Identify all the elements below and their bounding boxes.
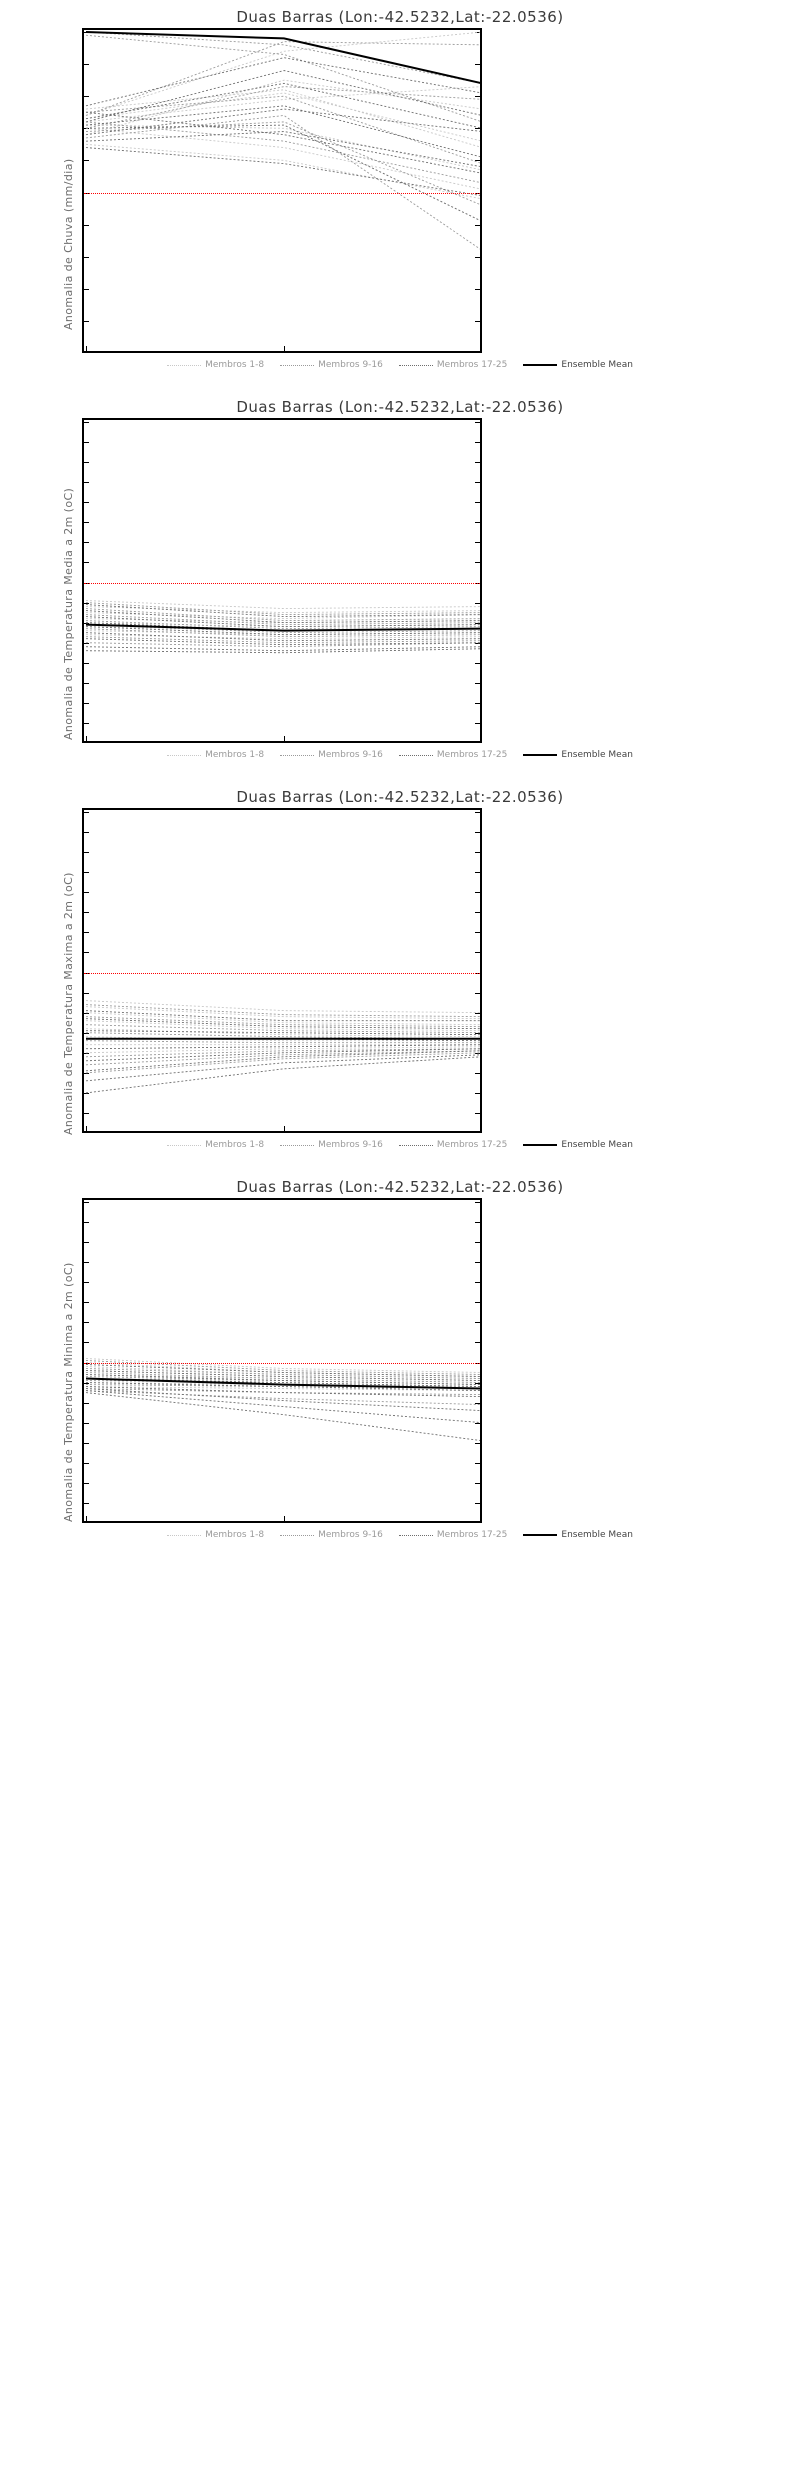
legend-label: Membros 1-8 (205, 1140, 265, 1150)
legend-swatch-icon (399, 1535, 433, 1536)
y-axis-label: Anomalia de Chuva (mm/dia) (62, 158, 75, 330)
member-line (86, 609, 482, 621)
chart-legend (0, 360, 800, 370)
legend-swatch-icon (523, 1534, 557, 1536)
legend-label: Membros 17-25 (436, 1140, 508, 1150)
legend-label: Membros 9-16 (318, 1530, 383, 1540)
member-line (86, 611, 482, 623)
series-lines (84, 1200, 482, 1523)
member-line (86, 1053, 482, 1073)
member-line (86, 649, 482, 653)
legend-label: Ensemble Mean (561, 1140, 633, 1150)
chart-panel-temp-maxima (0, 780, 800, 1170)
legend-swatch-icon (167, 1145, 201, 1146)
legend-swatch-icon (399, 365, 433, 366)
legend-label: Ensemble Mean (561, 750, 633, 760)
member-line (86, 1057, 482, 1093)
legend-label: Membros 17-25 (436, 1530, 508, 1540)
legend-label: Membros 1-8 (205, 1530, 265, 1540)
legend-item-ensemble-mean (523, 1530, 633, 1540)
member-line (86, 601, 482, 609)
member-line (86, 1393, 482, 1441)
member-line (86, 125, 482, 170)
member-line (86, 115, 482, 250)
legend-label: Membros 17-25 (436, 360, 508, 370)
plot-area (82, 808, 482, 1133)
member-line (86, 1051, 482, 1071)
chart-title: Duas Barras (Lon:-42.5232,Lat:-22.0536) (236, 398, 564, 416)
legend-label: Membros 1-8 (205, 750, 265, 760)
legend-label: Membros 9-16 (318, 1140, 383, 1150)
member-line (86, 125, 482, 221)
member-line (86, 58, 482, 106)
legend-label: Membros 9-16 (318, 750, 383, 760)
zero-reference-line (84, 583, 480, 584)
member-line (86, 1007, 482, 1019)
member-line (86, 144, 482, 199)
chart-legend (0, 1530, 800, 1540)
member-line (86, 1045, 482, 1049)
member-line (86, 148, 482, 196)
chart-panel-temp-media (0, 390, 800, 780)
legend-swatch-icon (523, 754, 557, 756)
legend-item-membros-1-8 (167, 1140, 264, 1150)
member-line (86, 106, 482, 157)
legend-item-membros-17-25 (399, 750, 508, 760)
y-axis-label: Anomalia de Temperatura Minima a 2m (oC) (62, 1262, 75, 1522)
member-line (86, 1005, 482, 1017)
chart-title: Duas Barras (Lon:-42.5232,Lat:-22.0536) (236, 8, 564, 26)
member-line (86, 1055, 482, 1081)
member-line (86, 71, 482, 122)
plot-area (82, 1198, 482, 1523)
member-line (86, 605, 482, 617)
legend-item-membros-17-25 (399, 1530, 508, 1540)
chart-panel-temp-minima (0, 1170, 800, 1560)
legend-swatch-icon (167, 1535, 201, 1536)
legend-swatch-icon (280, 365, 314, 366)
legend-swatch-icon (280, 1145, 314, 1146)
legend-item-ensemble-mean (523, 360, 633, 370)
legend-swatch-icon (523, 364, 557, 366)
legend-swatch-icon (399, 1145, 433, 1146)
chart-title: Duas Barras (Lon:-42.5232,Lat:-22.0536) (236, 1178, 564, 1196)
plot-area (82, 418, 482, 743)
legend-item-membros-1-8 (167, 1530, 264, 1540)
legend-item-ensemble-mean (523, 1140, 633, 1150)
member-line (86, 87, 482, 129)
legend-item-membros-17-25 (399, 360, 508, 370)
member-line (86, 633, 482, 641)
legend-swatch-icon (399, 755, 433, 756)
legend-label: Ensemble Mean (561, 360, 633, 370)
legend-item-membros-9-16 (280, 360, 383, 370)
member-line (86, 603, 482, 615)
legend-swatch-icon (280, 1535, 314, 1536)
member-line (86, 32, 482, 115)
member-line (86, 1013, 482, 1025)
member-line (86, 80, 482, 135)
ensemble-mean-line (86, 32, 482, 83)
zero-reference-line (84, 1363, 480, 1364)
legend-swatch-icon (167, 365, 201, 366)
series-lines (84, 420, 482, 743)
member-line (86, 42, 482, 116)
member-line (86, 1001, 482, 1013)
legend-label: Membros 17-25 (436, 750, 508, 760)
legend-swatch-icon (280, 755, 314, 756)
member-line (86, 1367, 482, 1379)
series-lines (84, 30, 482, 353)
chart-legend (0, 1140, 800, 1150)
member-line (86, 87, 482, 122)
chart-legend (0, 750, 800, 760)
zero-reference-line (84, 193, 480, 194)
legend-item-membros-1-8 (167, 360, 264, 370)
legend-swatch-icon (167, 755, 201, 756)
member-line (86, 1031, 482, 1035)
member-line (86, 32, 482, 83)
legend-item-membros-9-16 (280, 1140, 383, 1150)
member-line (86, 83, 482, 128)
zero-reference-line (84, 973, 480, 974)
legend-swatch-icon (523, 1144, 557, 1146)
legend-label: Membros 1-8 (205, 360, 265, 370)
member-line (86, 1391, 482, 1405)
member-line (86, 1363, 482, 1377)
series-lines (84, 810, 482, 1133)
legend-label: Membros 9-16 (318, 360, 383, 370)
member-line (86, 1358, 482, 1372)
chart-title: Duas Barras (Lon:-42.5232,Lat:-22.0536) (236, 788, 564, 806)
member-line (86, 122, 482, 183)
legend-item-membros-9-16 (280, 750, 383, 760)
member-line (86, 109, 482, 135)
legend-item-membros-1-8 (167, 750, 264, 760)
y-axis-label: Anomalia de Temperatura Maxima a 2m (oC) (62, 872, 75, 1135)
legend-item-membros-17-25 (399, 1140, 508, 1150)
legend-item-ensemble-mean (523, 750, 633, 760)
legend-label: Ensemble Mean (561, 1530, 633, 1540)
member-line (86, 112, 482, 173)
member-line (86, 1365, 482, 1377)
member-line (86, 621, 482, 629)
legend-item-membros-9-16 (280, 1530, 383, 1540)
chart-panel-chuva (0, 0, 800, 390)
plot-area (82, 28, 482, 353)
y-axis-label: Anomalia de Temperatura Media a 2m (oC) (62, 487, 75, 740)
member-line (86, 35, 482, 122)
member-line (86, 1389, 482, 1411)
